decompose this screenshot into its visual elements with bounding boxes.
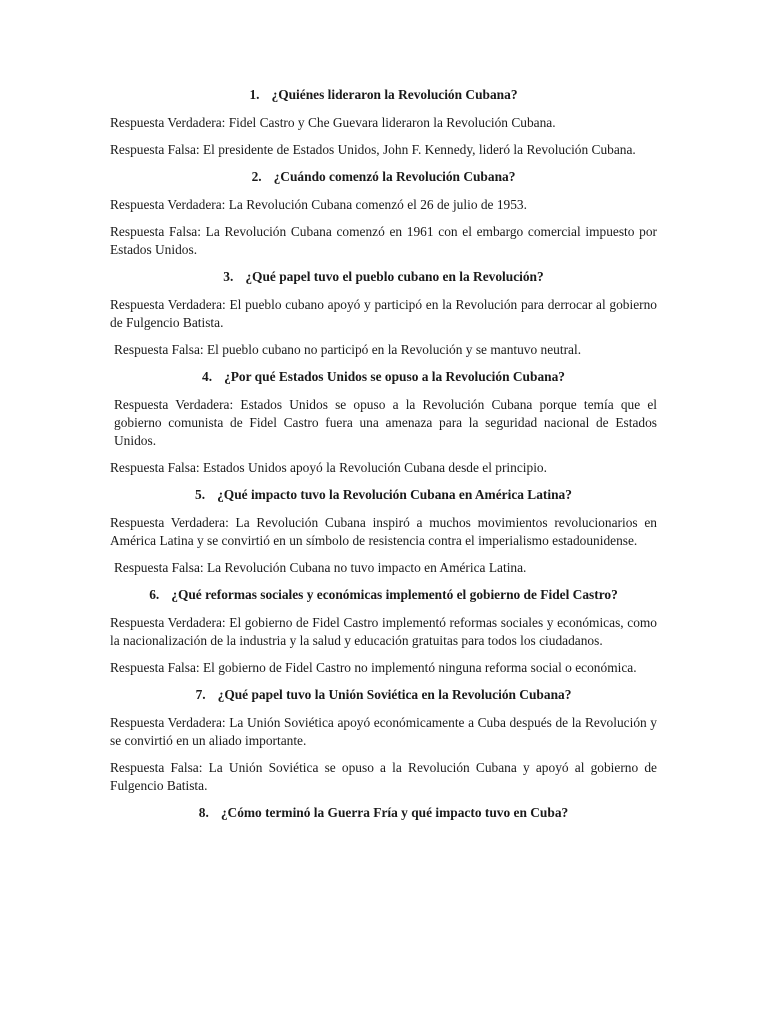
question-text: ¿Cómo terminó la Guerra Fría y qué impacto tuvo en Cuba? [220,805,569,820]
false-answer: Respuesta Falsa: El gobierno de Fidel Castro no implementó ninguna reforma social o económica. [110,660,637,675]
true-answer: Respuesta Verdadera: El pueblo cubano apoyó y participó en la Revolución para derrocar al gobierno de Fulgencio Batista. [110,297,657,330]
question-heading [110,86,657,103]
question-text: ¿Qué impacto tuvo la Revolución Cubana en América Latina? [217,487,572,502]
false-answer: Respuesta Falsa: Estados Unidos apoyó la Revolución Cubana desde el principio. [110,460,547,475]
question-number: 1. [249,87,260,102]
question-number: 2. [251,169,262,184]
question-number: 5. [195,487,206,502]
true-answer: Respuesta Verdadera: La Revolución Cubana inspiró a muchos movimientos revolucionarios en América Latina y se convirtió en un símbolo de resistencia contra el imperialismo estadounidense. [110,515,657,548]
true-answer: Respuesta Verdadera: Estados Unidos se opuso a la Revolución Cubana porque temía que el gobierno comunista de Fidel Castro fuera una amenaza para la seguridad nacional de Estados Unidos. [114,397,657,448]
question-text: ¿Por qué Estados Unidos se opuso a la Revolución Cubana? [224,369,565,384]
question-heading [110,686,657,703]
question-text: ¿Qué papel tuvo la Unión Soviética en la Revolución Cubana? [217,687,572,702]
question-heading [110,586,657,603]
question-text: ¿Qué papel tuvo el pueblo cubano en la Revolución? [245,269,544,284]
true-answer: Respuesta Verdadera: Fidel Castro y Che Guevara lideraron la Revolución Cubana. [110,115,556,130]
false-answer: Respuesta Falsa: La Revolución Cubana comenzó en 1961 con el embargo comercial impuesto por Estados Unidos. [110,224,657,257]
false-answer: Respuesta Falsa: La Revolución Cubana no tuvo impacto en América Latina. [114,560,527,575]
true-answer: Respuesta Verdadera: La Revolución Cubana comenzó el 26 de julio de 1953. [110,197,527,212]
false-answer: Respuesta Falsa: La Unión Soviética se opuso a la Revolución Cubana y apoyó al gobierno de Fulgencio Batista. [110,760,657,793]
question-text: ¿Quiénes lideraron la Revolución Cubana? [271,87,518,102]
question-number: 8. [198,805,209,820]
false-answer: Respuesta Falsa: El presidente de Estados Unidos, John F. Kennedy, lideró la Revolución Cubana. [110,142,636,157]
question-heading [110,804,657,821]
question-number: 4. [202,369,213,384]
question-text: ¿Qué reformas sociales y económicas implementó el gobierno de Fidel Castro? [171,587,618,602]
question-heading [110,368,657,385]
question-heading [110,268,657,285]
question-heading [110,168,657,185]
question-heading [110,486,657,503]
true-answer: Respuesta Verdadera: La Unión Soviética apoyó económicamente a Cuba después de la Revolución y se convirtió en un aliado importante. [110,715,657,748]
question-number: 7. [195,687,206,702]
question-number: 3. [223,269,234,284]
false-answer: Respuesta Falsa: El pueblo cubano no participó en la Revolución y se mantuvo neutral. [114,342,582,357]
document-page [110,86,657,832]
question-number: 6. [149,587,160,602]
true-answer: Respuesta Verdadera: El gobierno de Fidel Castro implementó reformas sociales y económicas, como la nacionalización de la industria y la salud y educación gratuitas para todos los ciudadanos. [110,615,657,648]
question-text: ¿Cuándo comenzó la Revolución Cubana? [273,169,516,184]
